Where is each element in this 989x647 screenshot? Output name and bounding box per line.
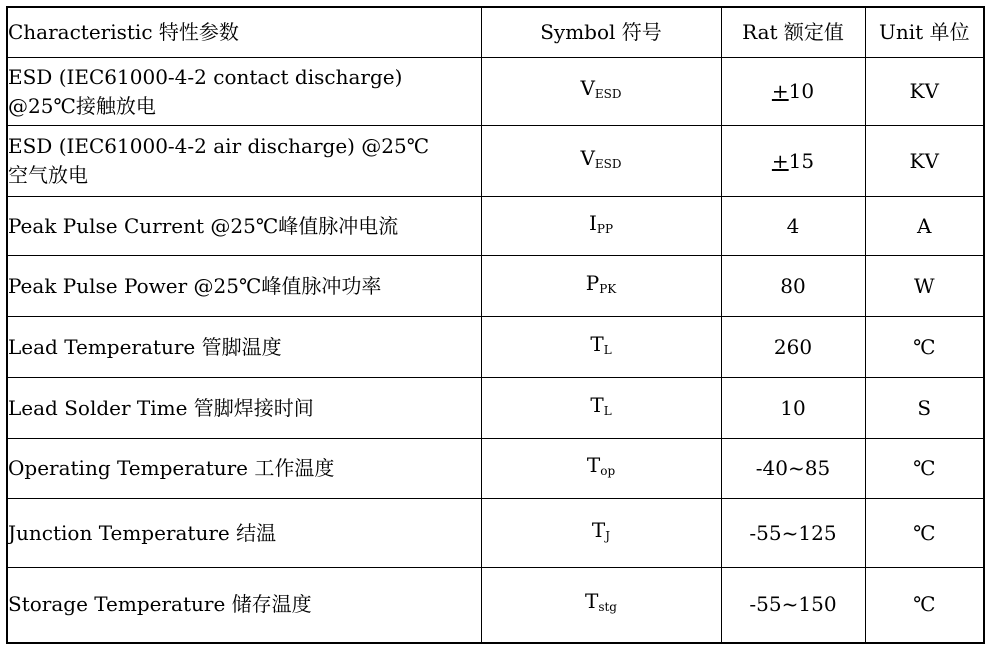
symbol-cell xyxy=(481,378,721,439)
rat-value: 15 xyxy=(788,148,815,173)
symbol-subscript: stg xyxy=(598,600,617,615)
characteristic-line: Peak Pulse Power @25℃峰值脉冲功率 xyxy=(8,273,382,298)
symbol-main: T xyxy=(590,331,604,356)
characteristic-cell xyxy=(7,568,481,643)
rat-value: 80 xyxy=(780,273,806,298)
characteristic-line: 空气放电 xyxy=(8,163,88,187)
rat-cell xyxy=(721,378,865,439)
symbol-cell xyxy=(481,568,721,643)
symbol-subscript: L xyxy=(603,403,612,418)
characteristic-cell xyxy=(7,499,481,568)
rat-value: 4 xyxy=(786,213,800,238)
rat-cell xyxy=(721,58,865,126)
rat-cell xyxy=(721,126,865,197)
unit-cell: S xyxy=(865,378,984,439)
symbol-subscript: ESD xyxy=(594,87,622,101)
symbol-cell xyxy=(481,197,721,256)
column-header-characteristic: Characteristic 特性参数 xyxy=(7,7,481,58)
table-row xyxy=(7,568,984,643)
unit-cell: KV xyxy=(865,126,984,197)
symbol-main: I xyxy=(588,210,597,235)
symbol-cell xyxy=(481,439,721,499)
table-row xyxy=(7,317,984,378)
characteristic-cell xyxy=(7,126,481,197)
rat-value: 10 xyxy=(788,79,815,103)
symbol-cell xyxy=(481,499,721,568)
rat-cell xyxy=(721,317,865,378)
symbol-cell xyxy=(481,58,721,126)
table-row xyxy=(7,256,984,317)
rat-value: -40~85 xyxy=(755,456,831,480)
characteristic-line: Operating Temperature 工作温度 xyxy=(8,456,335,480)
symbol-main: T xyxy=(584,589,599,614)
symbol-cell xyxy=(481,126,721,197)
table-row xyxy=(7,439,984,499)
characteristic-cell xyxy=(7,317,481,378)
symbol-cell xyxy=(481,256,721,317)
unit-cell: ℃ xyxy=(865,499,984,568)
symbol-cell xyxy=(481,317,721,378)
rat-value: -55~150 xyxy=(749,592,837,617)
rat-cell xyxy=(721,568,865,643)
characteristic-line: Storage Temperature 储存温度 xyxy=(8,592,312,617)
symbol-main: T xyxy=(590,392,604,417)
table-row xyxy=(7,197,984,256)
symbol-main: V xyxy=(580,76,595,100)
characteristic-line: Junction Temperature 结温 xyxy=(8,520,277,545)
symbol-main: P xyxy=(585,270,600,295)
rat-value: -55~125 xyxy=(749,520,837,545)
symbol-subscript: op xyxy=(600,464,616,478)
rat-cell xyxy=(721,439,865,499)
symbol-subscript: L xyxy=(603,342,612,357)
ratings-table xyxy=(6,6,985,644)
symbol-subscript: PP xyxy=(596,221,614,236)
characteristic-cell xyxy=(7,439,481,499)
symbol-subscript: PK xyxy=(599,281,617,296)
rat-value: 10 xyxy=(780,395,806,420)
characteristic-line: @25℃接触放电 xyxy=(8,93,156,118)
symbol-main: T xyxy=(586,453,601,477)
table-row xyxy=(7,499,984,568)
characteristic-cell xyxy=(7,58,481,126)
characteristic-line: ESD (IEC61000-4-2 contact discharge) xyxy=(8,64,403,89)
unit-cell: W xyxy=(865,256,984,317)
unit-cell: ℃ xyxy=(865,439,984,499)
rat-cell xyxy=(721,256,865,317)
unit-cell: ℃ xyxy=(865,568,984,643)
characteristic-cell xyxy=(7,378,481,439)
symbol-main: V xyxy=(580,145,595,170)
rat-sign: + xyxy=(771,79,789,103)
characteristic-line: Peak Pulse Current @25℃峰值脉冲电流 xyxy=(8,213,399,238)
characteristic-line: Lead Temperature 管脚温度 xyxy=(8,334,282,359)
table-row xyxy=(7,126,984,197)
symbol-main: T xyxy=(591,517,606,542)
table-row xyxy=(7,58,984,126)
table-header-row xyxy=(7,7,984,58)
symbol-subscript: J xyxy=(605,528,611,543)
unit-cell: A xyxy=(865,197,984,256)
column-header-unit: Unit 单位 xyxy=(865,7,984,58)
unit-cell: ℃ xyxy=(865,317,984,378)
column-header-rat: Rat 额定值 xyxy=(721,7,865,58)
rat-cell xyxy=(721,499,865,568)
characteristic-cell xyxy=(7,197,481,256)
unit-cell: KV xyxy=(865,58,984,126)
symbol-subscript: ESD xyxy=(594,156,622,171)
rat-cell xyxy=(721,197,865,256)
rat-value: 260 xyxy=(773,334,813,359)
table-row xyxy=(7,378,984,439)
characteristic-cell xyxy=(7,256,481,317)
characteristic-line: ESD (IEC61000-4-2 air discharge) @25℃ xyxy=(8,134,430,158)
column-header-symbol: Symbol 符号 xyxy=(481,7,721,58)
characteristic-line: Lead Solder Time 管脚焊接时间 xyxy=(8,395,314,420)
rat-sign: + xyxy=(771,148,789,173)
